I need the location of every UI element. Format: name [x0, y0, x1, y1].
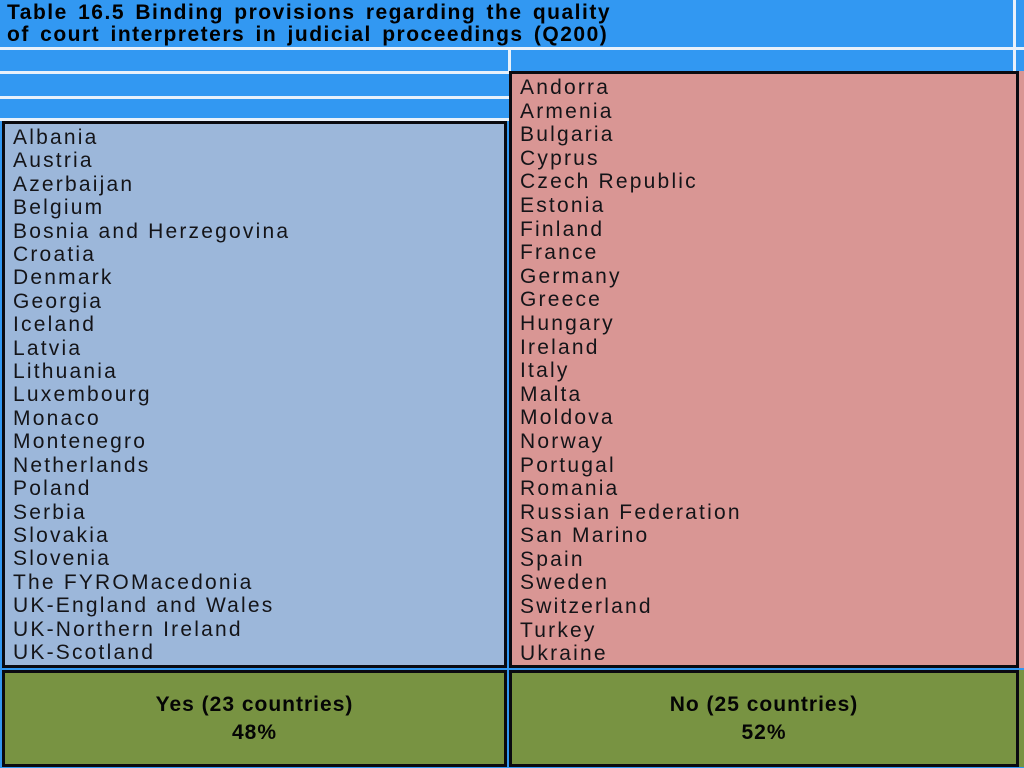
country-item: Netherlands: [13, 453, 151, 477]
country-item: Greece: [520, 288, 603, 312]
country-item: Ireland: [520, 335, 600, 359]
country-item: Ukraine: [520, 642, 608, 666]
country-item: Latvia: [13, 336, 83, 360]
country-item: Lithuania: [13, 360, 119, 384]
no-footer-label: No (25 countries): [669, 692, 859, 716]
country-item: Malta: [520, 382, 583, 406]
yes-footer-label: Yes (23 countries): [155, 692, 354, 716]
country-item: Poland: [13, 477, 92, 501]
country-item: Finland: [520, 217, 605, 241]
country-item: Portugal: [520, 453, 616, 477]
gridline-horizontal: [0, 47, 1024, 50]
country-item: Moldova: [520, 406, 615, 430]
country-item: Bosnia and Herzegovina: [13, 219, 291, 243]
country-item: Albania: [13, 126, 99, 149]
country-item: Slovakia: [13, 523, 110, 547]
country-item: France: [520, 241, 599, 265]
country-item: Luxembourg: [13, 383, 152, 407]
country-item: The FYROMacedonia: [13, 570, 254, 594]
no-country-list: [509, 71, 1019, 668]
country-item: San Marino: [520, 524, 650, 548]
country-item: Croatia: [13, 243, 97, 267]
no-column-edge-sliver: [1019, 71, 1024, 668]
yes-footer-percent: 48%: [231, 720, 278, 744]
country-item: Belgium: [13, 196, 105, 220]
country-item: Cyprus: [520, 146, 600, 170]
country-item: Serbia: [13, 500, 87, 524]
country-item: UK-Scotland: [13, 640, 156, 664]
gridline-horizontal: [0, 71, 510, 74]
country-item: UK-Northern Ireland: [13, 617, 243, 641]
country-item: Czech Republic: [520, 170, 698, 194]
yes-footer-cell: [2, 670, 507, 767]
no-footer-cell: [509, 670, 1019, 767]
yes-country-list: [2, 121, 507, 668]
country-item: Slovenia: [13, 547, 112, 571]
no-footer-edge-sliver: [1019, 670, 1024, 767]
country-item: UK-England and Wales: [13, 594, 275, 618]
country-item: Austria: [13, 149, 94, 173]
gridline-vertical: [508, 47, 511, 71]
page-title-line2: of court interpreters in judicial proceedings (Q200): [7, 23, 609, 46]
country-item: Italy: [520, 359, 570, 383]
country-item: Norway: [520, 429, 605, 453]
country-item: Switzerland: [520, 595, 653, 619]
country-item: Russian Federation: [520, 500, 742, 524]
country-item: Montenegro: [13, 430, 148, 454]
country-item: Romania: [520, 477, 620, 501]
country-item: Spain: [520, 547, 585, 571]
country-item: Iceland: [13, 313, 97, 337]
country-item: Germany: [520, 264, 622, 288]
country-item: Denmark: [13, 266, 114, 290]
country-item: Andorra: [520, 76, 611, 99]
country-item: Estonia: [520, 193, 606, 217]
page-title: [7, 2, 1017, 46]
page-title-line1: Table 16.5 Binding provisions regarding the quality: [7, 1, 612, 24]
country-item: Monaco: [13, 406, 101, 430]
country-item: Armenia: [520, 99, 614, 123]
country-item: Hungary: [520, 311, 615, 335]
country-item: Sweden: [520, 571, 610, 595]
gridline-horizontal: [0, 96, 510, 99]
no-footer-percent: 52%: [741, 720, 787, 744]
country-item: Georgia: [13, 289, 104, 313]
country-item: Bulgaria: [520, 123, 615, 147]
gridline-vertical: [1013, 0, 1016, 71]
country-item: Turkey: [520, 618, 597, 642]
country-item: Azerbaijan: [13, 172, 135, 196]
